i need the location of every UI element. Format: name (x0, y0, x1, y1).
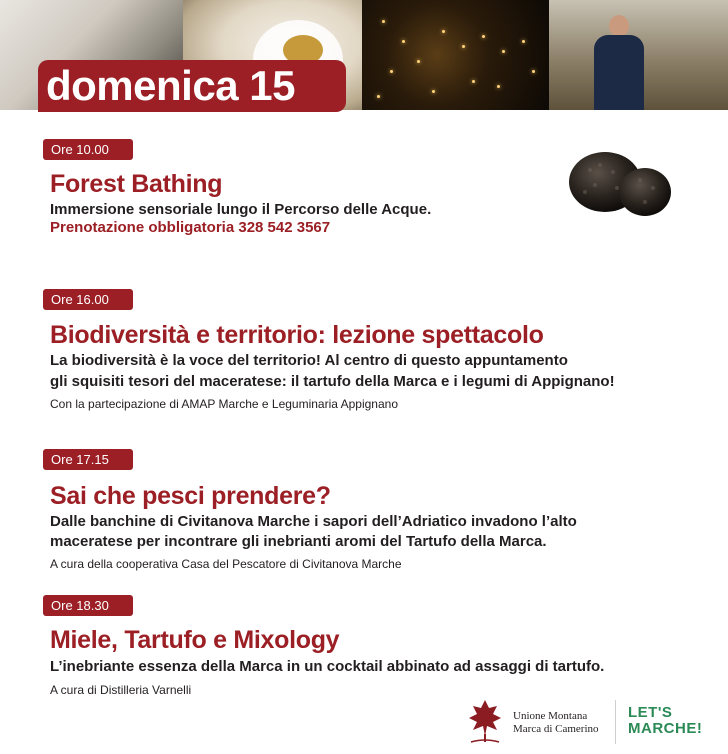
event-time-badge: Ore 10.00 (43, 139, 133, 160)
event-description: Immersione sensoriale lungo il Percorso delle Acque. (50, 201, 432, 218)
event-description: maceratese per incontrare gli inebrianti aromi del Tartufo della Marca. (50, 533, 547, 550)
logo2-line1: LET'S (628, 704, 673, 721)
truffle-icon (565, 150, 675, 220)
footer-divider (615, 700, 616, 744)
photo-lights-tunnel (362, 0, 549, 110)
oak-tree-icon (465, 696, 505, 746)
day-title: domenica 15 (46, 62, 295, 109)
event-note: A cura di Distilleria Varnelli (50, 683, 192, 697)
event-title: Forest Bathing (50, 170, 223, 198)
logo1-line2: Marca di Camerino (513, 723, 599, 735)
event-note: A cura della cooperativa Casa del Pescatore di Civitanova Marche (50, 557, 402, 571)
lights-decoration (362, 0, 549, 110)
event-description: Dalle banchine di Civitanova Marche i sapori dell’Adriatico invadono l’alto (50, 513, 577, 530)
event-description: gli squisiti tesori del maceratese: il tartufo della Marca e i legumi di Appignano! (50, 373, 615, 390)
event-title: Biodiversità e territorio: lezione spettacolo (50, 321, 544, 349)
event-booking-note: Prenotazione obbligatoria 328 542 3567 (50, 219, 331, 236)
day-banner (38, 60, 346, 112)
event-description: L’inebriante essenza della Marca in un cocktail abbinato ad assaggi di tartufo. (50, 658, 605, 675)
logo2-line2: MARCHE! (628, 720, 703, 737)
event-description: La biodiversità è la voce del territorio! Al centro di questo appuntamento (50, 352, 568, 369)
unione-montana-logo (465, 696, 605, 746)
event-time-badge: Ore 16.00 (43, 289, 133, 310)
person-figure (589, 15, 649, 110)
event-title: Sai che pesci prendere? (50, 482, 331, 510)
event-time-badge: Ore 18.30 (43, 595, 133, 616)
event-time-badge: Ore 17.15 (43, 449, 133, 470)
event-note: Con la partecipazione di AMAP Marche e Leguminaria Appignano (50, 397, 398, 411)
lets-marche-logo (628, 704, 713, 744)
photo-truffle-hunter (549, 0, 728, 110)
logo1-line1: Unione Montana (513, 710, 588, 722)
event-title: Miele, Tartufo e Mixology (50, 626, 340, 654)
